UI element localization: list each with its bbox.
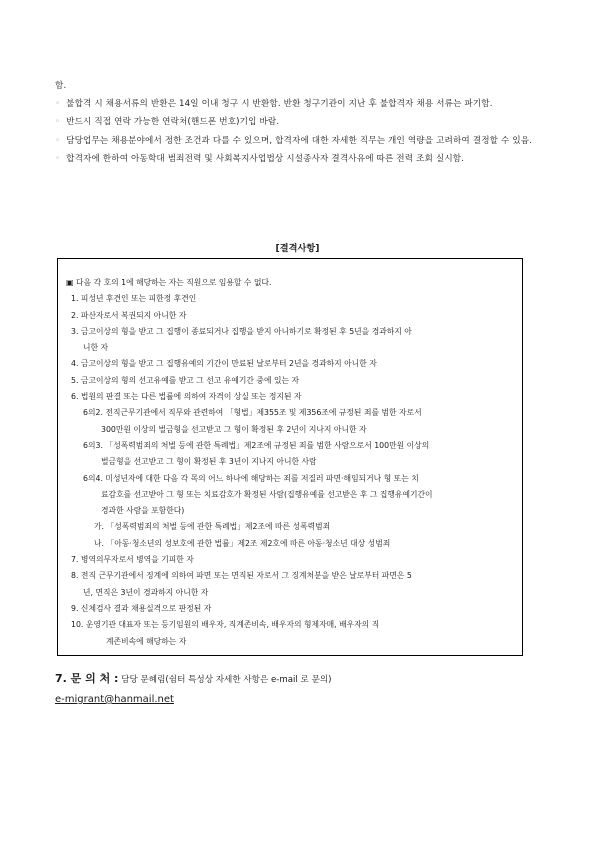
bullet-icon: ◦ xyxy=(55,135,61,146)
disqualification-row: 6. 법원의 판결 또는 다른 법률에 의하여 자격이 상실 또는 정지된 자 xyxy=(71,392,302,402)
disqualification-row: 5. 금고이상의 형의 선고유예를 받고 그 선고 유예기간 중에 있는 자 xyxy=(71,375,300,385)
notice-item-background-check: ◦ 합격자에 한하여 아동학대 범죄전력 및 사회복지사업법상 시설종사자 결격사유에 따른 전력 조회 실시함. xyxy=(55,153,465,164)
notice-list xyxy=(55,77,545,168)
disqualification-row: 벌금형을 선고받고 그 형이 확정된 후 3년이 지나지 아니한 사람 xyxy=(101,457,317,467)
disqualification-row: 7. 병역의무자로서 병역을 기피한 자 xyxy=(71,555,194,565)
disqualification-row: 료감호를 선고받아 그 형 또는 치료감호가 확정된 사람(집행유예를 선고받은 후 그 집행유예기간이 xyxy=(101,489,433,499)
notice-item-return-documents: ◦ 불합격 시 채용서류의 반환은 14일 이내 청구 시 반환함. 반환 청구기관이 지난 후 불합격자 채용 서류는 파기함. xyxy=(55,99,493,110)
notice-continuation: 함. xyxy=(55,81,67,91)
notice-item-duties: ◦ 담당업무는 채용분야에서 정한 조건과 다를 수 있으며, 합격자에 대한 자세한 직무는 개인 역량을 고려하여 결정할 수 있음. xyxy=(55,135,533,146)
disqualification-row: 4. 금고이상의 형을 받고 그 집행유예의 기간이 만료된 날로부터 2년을 경과하지 아니한 자 xyxy=(71,359,377,369)
bullet-icon: ◦ xyxy=(55,99,61,110)
disqualification-rows xyxy=(66,291,518,650)
bullet-icon: ◦ xyxy=(55,117,61,128)
square-marker-icon: ▣ xyxy=(66,278,74,287)
bullet-icon: ◦ xyxy=(55,153,61,164)
disqualification-row: 가. 「성폭력범죄의 처벌 등에 관한 특례법」제2조에 따른 성폭력범죄 xyxy=(94,522,331,532)
contact-text: 담당 문혜림(쉼터 특성상 자세한 사항은 e-mail 로 문의) xyxy=(118,675,332,685)
section-title-disqualifications: [결격사항] xyxy=(275,243,320,254)
disqualification-row: 2. 파산자로서 복권되지 아니한 자 xyxy=(71,310,187,320)
disqualification-row: 니한 자 xyxy=(83,343,109,353)
disqualification-box xyxy=(57,258,523,656)
disqualification-row: 계존비속에 해당하는 자 xyxy=(106,636,187,646)
disqualification-intro: ▣ 다음 각 호의 1에 해당하는 자는 직원으로 임용할 수 없다. xyxy=(66,278,272,287)
disqualification-row: 나. 「아동·청소년의 성보호에 관한 법률」제2조 제2호에 따른 아동·청소년 대상 성범죄 xyxy=(94,538,391,548)
disqualification-row: 8. 전직 근무기관에서 징계에 의하여 파면 또는 면직된 자로서 그 징계처분을 받은 날로부터 파면은 5 xyxy=(71,571,412,581)
disqualification-row: 년, 면직은 3년이 경과하지 아니한 자 xyxy=(83,587,209,597)
disqualification-row: 9. 신체검사 결과 채용실격으로 판정된 자 xyxy=(71,603,212,613)
disqualification-row: 6의3. 「성폭력범죄의 처벌 등에 관한 특례법」제2조에 규정된 죄를 범한 사람으로서 100만원 이상의 xyxy=(83,440,430,450)
disqualification-row: 300만원 이상의 벌금형을 선고받고 그 형이 확정된 후 2년이 지나지 아니한 자 xyxy=(101,424,367,434)
disqualification-row: 3. 금고이상의 형을 받고 그 집행이 종료되거나 집행을 받지 아니하기로 확정된 후 5년을 경과하지 아 xyxy=(71,326,412,336)
notice-item-phone: ◦ 반드시 직접 연락 가능한 연락처(핸드폰 번호)기입 바람. xyxy=(55,117,280,128)
disqualification-row: 1. 피성년 후견인 또는 피한정 후견인 xyxy=(71,294,197,304)
disqualification-row: 6의4. 미성년자에 대한 다음 각 목의 어느 하나에 해당하는 죄를 저질러 파면·해임되거나 형 또는 치 xyxy=(83,473,419,483)
disqualification-row: 경과한 사람을 포함한다) xyxy=(101,506,185,516)
disqualification-list xyxy=(66,275,518,650)
contact-line xyxy=(55,670,332,686)
contact-title: 7. 문 의 처 : xyxy=(55,672,119,685)
contact-email-link[interactable]: e-migrant@hanmail.net xyxy=(55,694,174,705)
disqualification-row: 10. 운영기관 대표자 또는 등기임원의 배우자, 직계존비속, 배우자의 형제자매, 배우자의 직 xyxy=(71,620,380,630)
disqualification-row: 6의2. 전직근무기관에서 직무와 관련하여 「형법」제355조 및 제356조에 규정된 죄를 범한 자로서 xyxy=(83,408,422,418)
